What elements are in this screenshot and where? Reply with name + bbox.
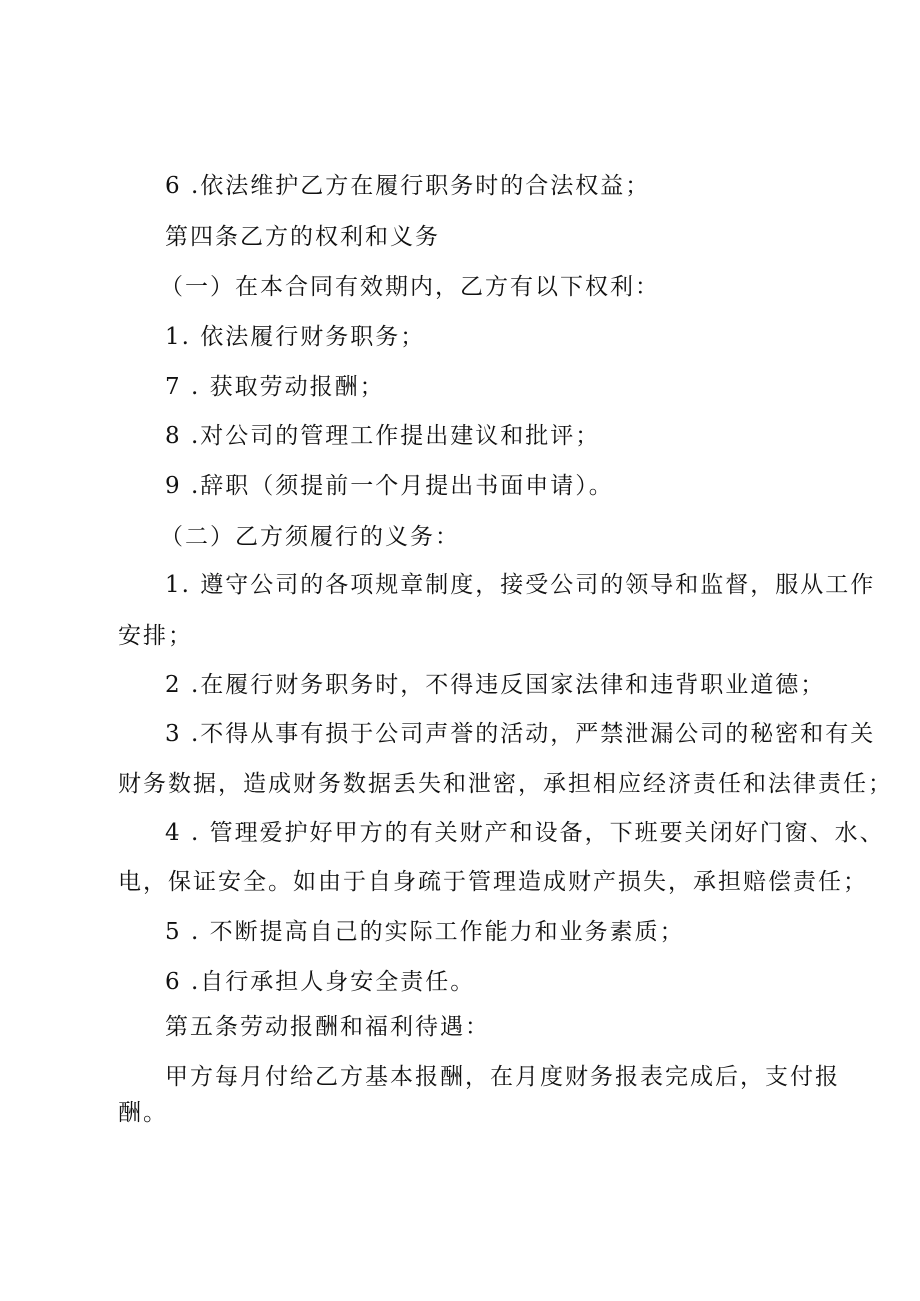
- article-4-heading: 第四条乙方的权利和义务: [165, 224, 440, 250]
- obligations-subheading: （二）乙方须履行的义务：: [160, 524, 460, 550]
- obligation-item-5: 5 . 不断提高自己的实际工作能力和业务素质；: [165, 919, 685, 945]
- right-item-7: 7 . 获取劳动报酬；: [165, 374, 385, 400]
- obligation-item-6: 6 .自行承担人身安全责任。: [165, 969, 476, 995]
- obligation-item-3-line-2: 财务数据，造成财务数据丢失和泄密，承担相应经济责任和法律责任；: [118, 771, 893, 797]
- obligation-item-2: 2 .在履行财务职务时，不得违反国家法律和违背职业道德；: [165, 672, 826, 698]
- obligation-item-1-line-2: 安排；: [118, 623, 193, 649]
- right-item-1: 1. 依法履行财务职务；: [165, 324, 426, 350]
- obligation-item-3-line-1: 3 .不得从事有损于公司声誉的活动，严禁泄漏公司的秘密和有关: [165, 721, 876, 747]
- right-item-9: 9 .辞职（须提前一个月提出书面申请）。: [165, 473, 614, 499]
- clause-3-item-6: 6 .依法维护乙方在履行职务时的合法权益；: [165, 173, 651, 199]
- remuneration-paragraph-line-2: 酬。: [118, 1100, 168, 1126]
- obligation-item-1-line-1: 1. 遵守公司的各项规章制度，接受公司的领导和监督，服从工作: [165, 572, 876, 598]
- rights-subheading: （一）在本合同有效期内，乙方有以下权利：: [160, 274, 660, 300]
- article-5-heading: 第五条劳动报酬和福利待遇：: [165, 1014, 490, 1040]
- obligation-item-4-line-2: 电，保证安全。如由于自身疏于管理造成财产损失，承担赔偿责任；: [118, 869, 868, 895]
- remuneration-paragraph-line-1: 甲方每月付给乙方基本报酬，在月度财务报表完成后，支付报: [165, 1064, 840, 1090]
- obligation-item-4-line-1: 4 . 管理爱护好甲方的有关财产和设备，下班要关闭好门窗、水、: [165, 820, 885, 846]
- right-item-8: 8 .对公司的管理工作提出建议和批评；: [165, 423, 601, 449]
